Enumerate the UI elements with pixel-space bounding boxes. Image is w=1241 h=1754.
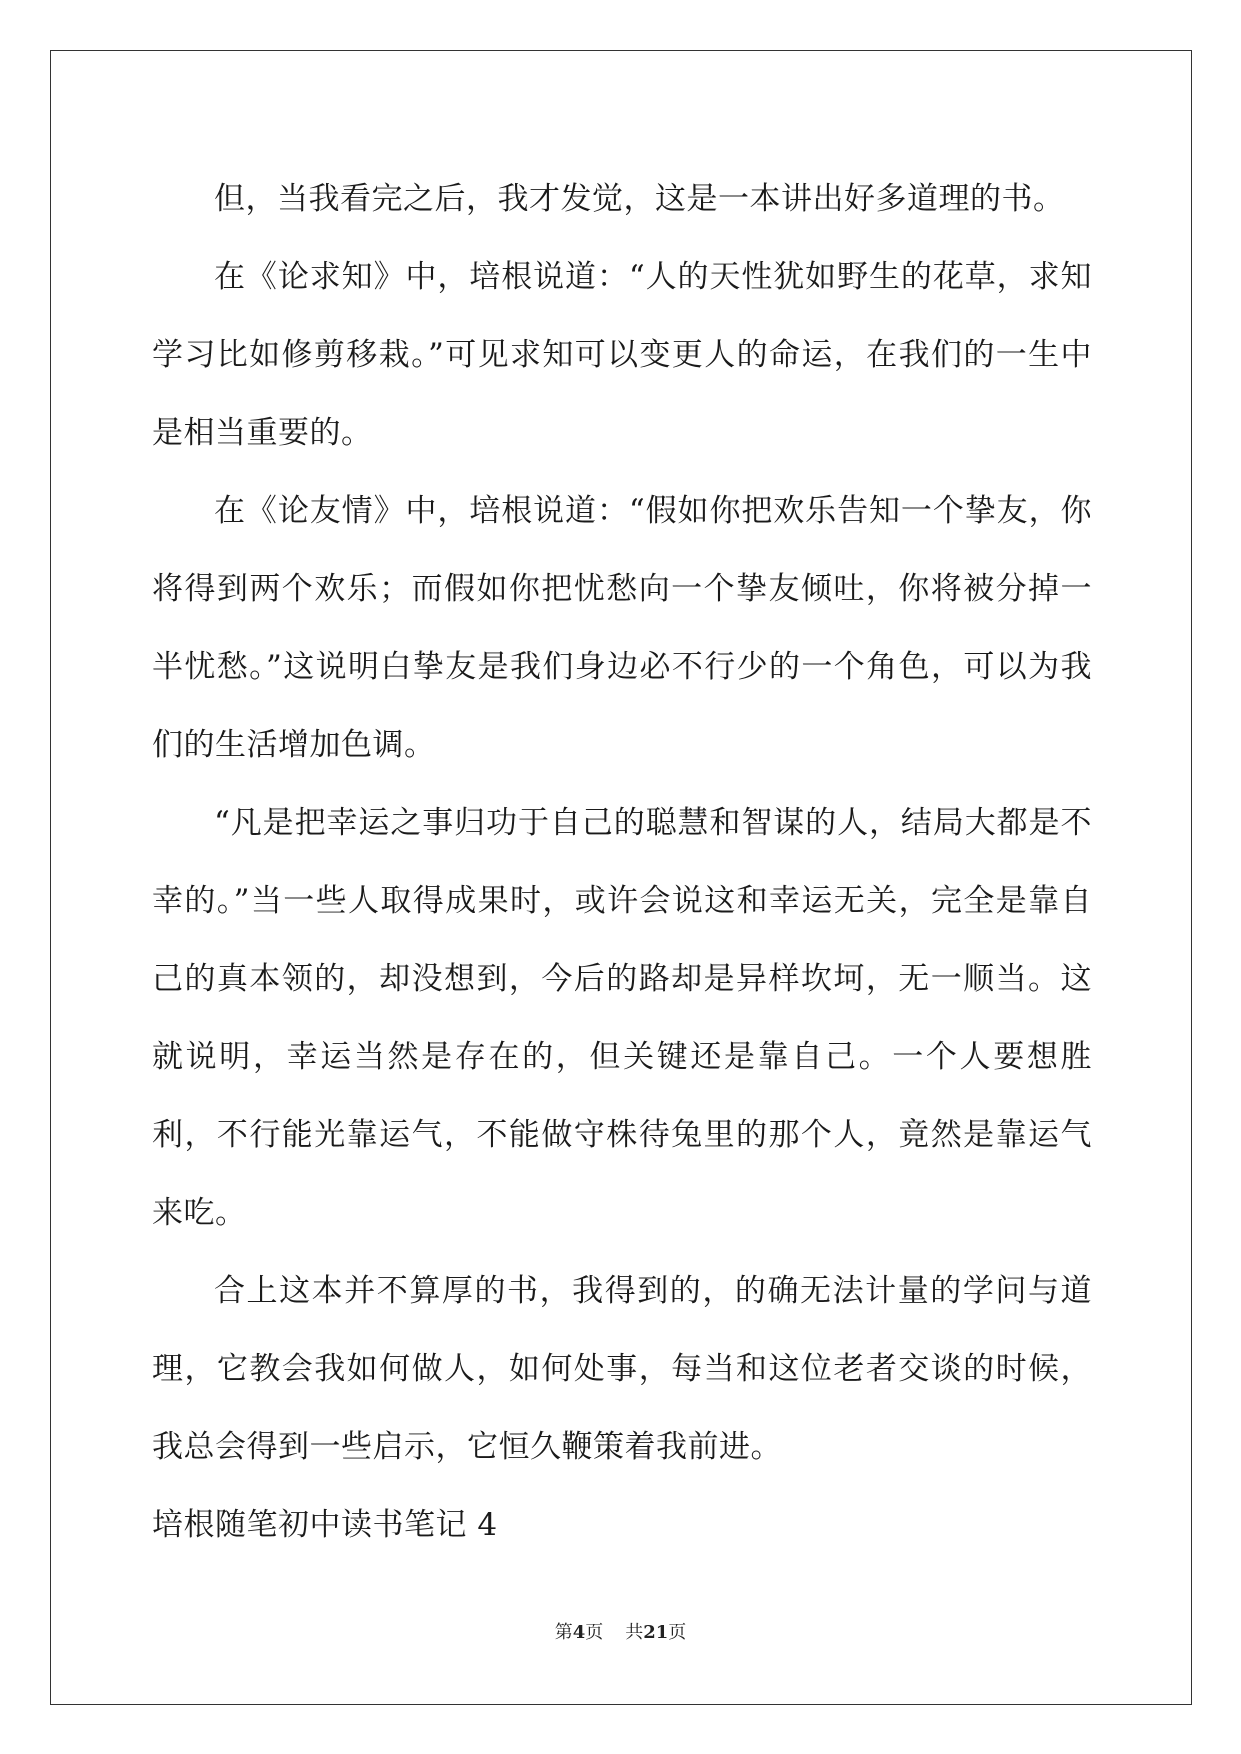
paragraph-5: 合上这本并不算厚的书，我得到的，的确无法计量的学问与道理，它教会我如何做人，如何处事，每当和这位老者交谈的时候，我总会得到一些启示，它恒久鞭策着我前进。: [152, 1273, 1092, 1465]
paragraph-1: 但，当我看完之后，我才发觉，这是一本讲出好多道理的书。: [214, 181, 1065, 217]
page-prefix: 第: [554, 1622, 573, 1643]
document-body: [152, 160, 1092, 1564]
paragraph-4: “凡是把幸运之事归功于自己的聪慧和智谋的人，结局大都是不幸的。”当一些人取得成果时，或许会说这和幸运无关，完全是靠自己的真本领的，却没想到，今后的路却是异样坎坷，无一顺当。这就说明，幸运当然是存在的，但关键还是靠自己。一个人要想胜利，不行能光靠运气，不能做守株待兔里的那个人，竟然是靠运气来吃。: [152, 805, 1092, 1231]
paragraph-3: 在《论友情》中，培根说道：“假如你把欢乐告知一个挚友，你将得到两个欢乐；而假如你把忧愁向一个挚友倾吐，你将被分掉一半忧愁。”这说明白挚友是我们身边必不行少的一个角色，可以为我们的生活增加色调。: [152, 493, 1092, 763]
page-number: 4: [572, 1622, 586, 1643]
page-suffix: 页: [585, 1622, 604, 1643]
section-title: 培根随笔初中读书笔记 4: [152, 1507, 498, 1543]
page-footer: [0, 1618, 1241, 1644]
total-pages: 21: [643, 1622, 669, 1643]
total-suffix: 页: [668, 1622, 687, 1643]
paragraph-2: 在《论求知》中，培根说道：“人的天性犹如野生的花草，求知学习比如修剪移栽。”可见求知可以变更人的命运，在我们的一生中是相当重要的。: [152, 259, 1092, 451]
total-prefix: 共: [625, 1622, 644, 1643]
